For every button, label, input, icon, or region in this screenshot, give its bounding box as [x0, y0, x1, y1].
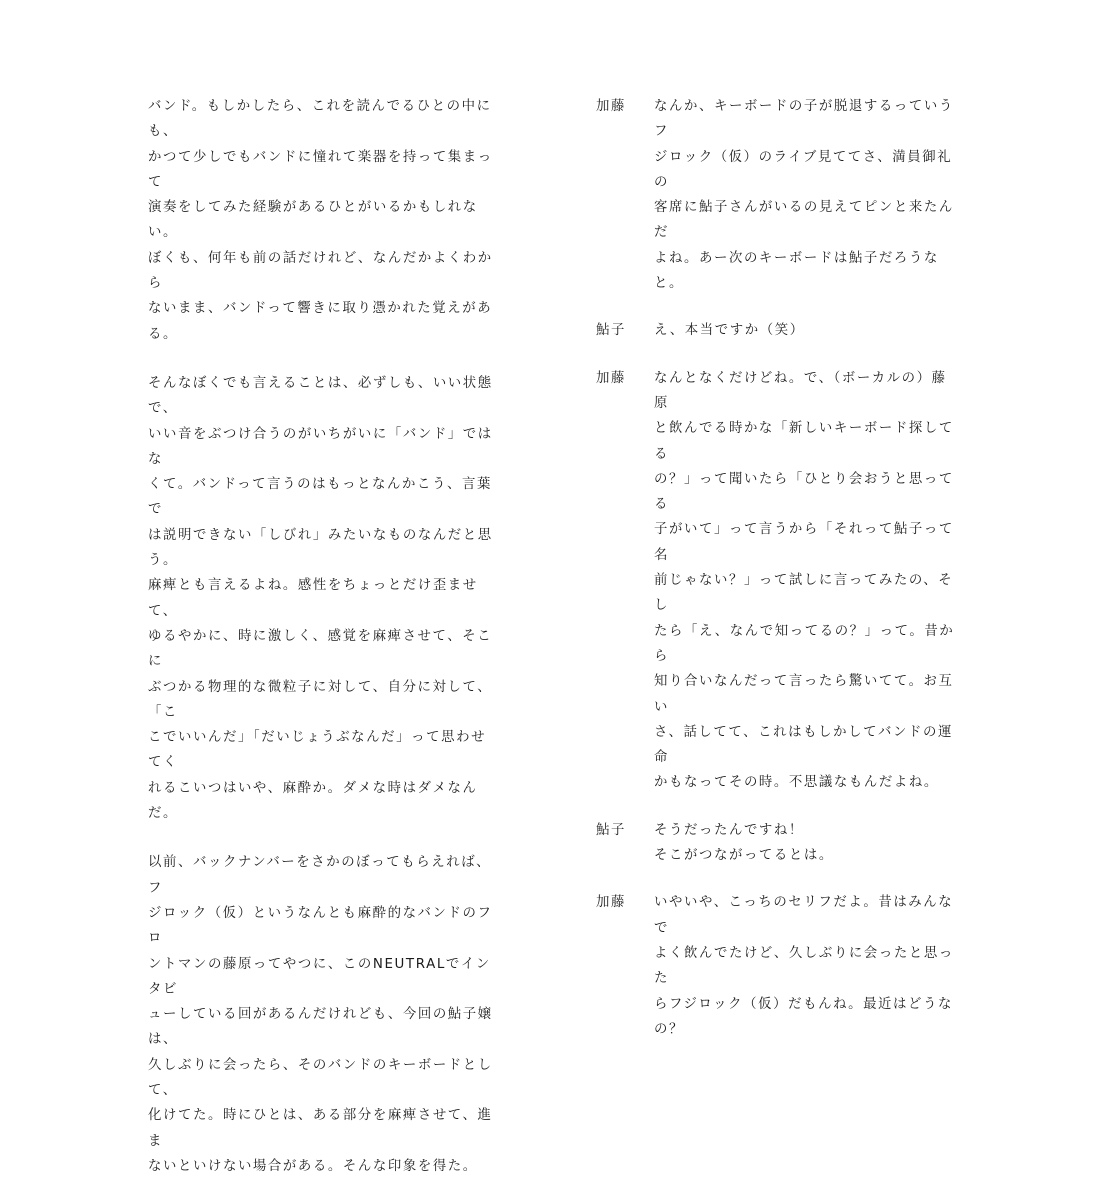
speaker-name: 加藤 [596, 895, 626, 911]
dialogue-entry [596, 818, 961, 869]
essay-paragraph: 以前、バックナンバーをさかのぼってもらえれば、フ ジロック（仮）というなんとも麻酔的なバンドのフロ ントマンの藤原ってやつに、このNEUTRALでインタビ ューしている回があるんだけれども、今回の鮎子嬢は、 久しぶりに会ったら、そのバンドのキーボードとして、 化けてた。時にひとは、ある部分を麻痺させて、進ま ないといけない場合がある。そんな印象を得た。 [148, 855, 493, 1174]
speech-text: いやいや、こっちのセリフだよ。昔はみんなで よく飲んでたけど、久しぶりに会ったと思った らフジロック（仮）だもんね。最近はどうなの？ [654, 895, 954, 1037]
dialogue-entry [596, 94, 961, 296]
dialogue-entry [596, 318, 961, 343]
speech-text: なんか、キーボードの子が脱退するっていうフ ジロック（仮）のライブ見ててさ、満員御礼の 客席に鮎子さんがいるの見えてピンと来たんだ よね。あー次のキーボードは鮎子だろうなと。 [654, 99, 954, 292]
essay-paragraph: そんなぼくでも言えることは、必ずしも、いい状態で、 いい音をぶつけ合うのがいちがいに「バンド」ではな くて。バンドって言うのはもっとなんかこう、言葉で は説明できない「しびれ」みたいなものなんだと思う。 麻痺とも言えるよね。感性をちょっとだけ歪ませて、 ゆるやかに、時に激しく、感覚を麻痺させて、そこに ぶつかる物理的な微粒子に対して、自分に対して、「こ こでいいんだ」「だいじょうぶなんだ」って思わせてく れるこいつはいや、麻酔か。ダメな時はダメなんだ。 [148, 375, 493, 822]
speaker-name: 加藤 [596, 99, 626, 114]
speaker-name: 鮎子 [596, 323, 626, 339]
speech-text: なんとなくだけどね。で、（ボーカルの）藤原 と飲んでる時かな「新しいキーボード探してる の？」って聞いたら「ひとり会おうと思ってる 子がいて」って言うから「それって鮎子って名 前じゃない？」って試しに言ってみたの、そし たら「え、なんで知ってるの？」って。昔から 知り合いなんだって言ったら驚いてて。お互い さ、話してて、これはもしかしてバンドの運命 かもなってその時。不思議なもんだよね。 [654, 370, 955, 791]
essay-paragraph: バンド。もしかしたら、これを読んでるひとの中にも、 かつて少しでもバンドに憧れて楽器を持って集まって 演奏をしてみた経験があるひとがいるかもしれない。 ぼくも、何年も前の話だけれど、なんだかよくわから ないまま、バンドって響きに取り憑かれた覚えがある。 [148, 99, 493, 342]
speaker-name: 鮎子 [596, 822, 626, 838]
speech-text: そうだったんですね！ そこがつながってるとは。 [654, 822, 834, 864]
interview-column [596, 94, 961, 1064]
speech-text: え、本当ですか（笑） [654, 323, 805, 339]
dialogue-entry [596, 890, 961, 1042]
speaker-name: 加藤 [596, 370, 626, 386]
essay-column [148, 94, 498, 1203]
dialogue-entry [596, 366, 961, 796]
